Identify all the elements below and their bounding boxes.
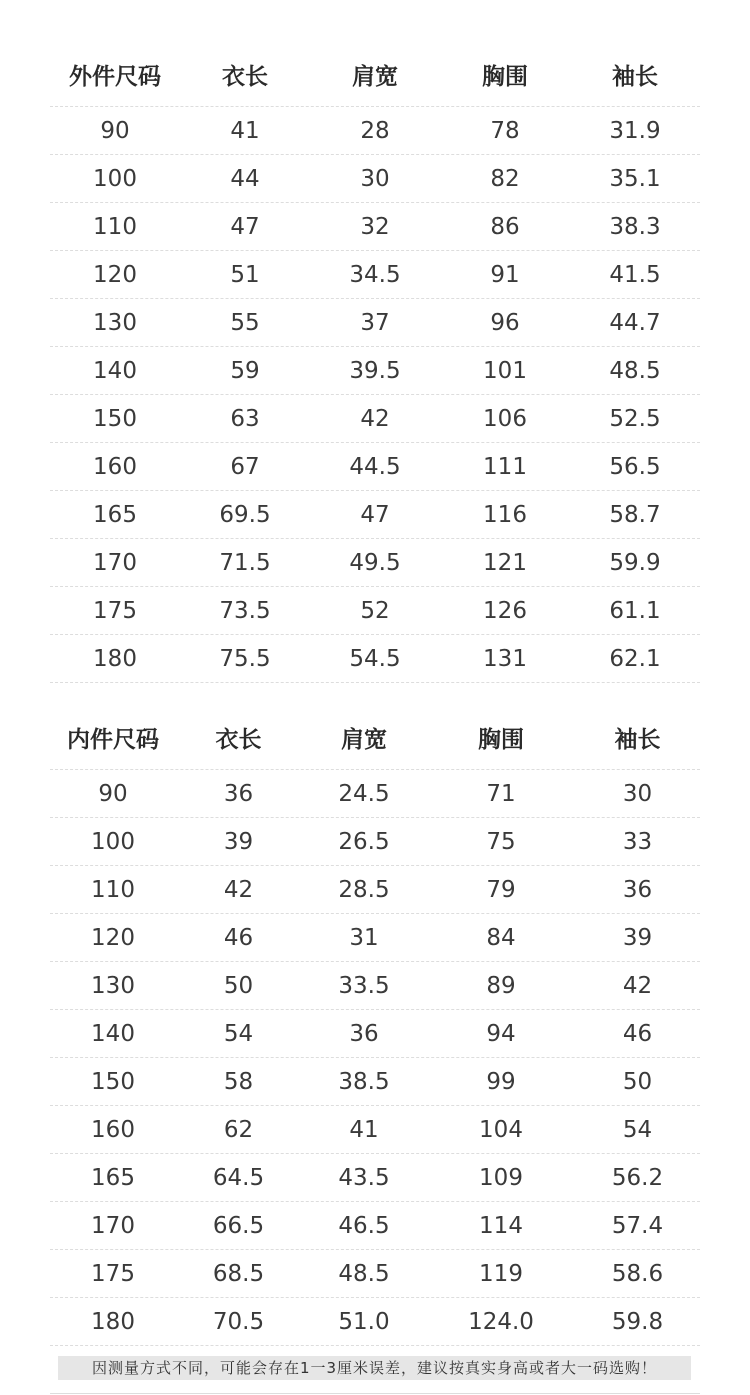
table-cell: 69.5 [219, 501, 271, 528]
table-row [50, 155, 700, 203]
table-cell: 43.5 [338, 1164, 390, 1191]
table-row [50, 299, 700, 347]
table-cell: 67 [230, 453, 260, 480]
table-cell: 56.2 [611, 1164, 664, 1191]
table-cell: 180 [91, 1308, 135, 1335]
outer-table-body [50, 107, 700, 683]
table-cell: 61.1 [609, 597, 661, 624]
table-cell: 59.8 [611, 1308, 664, 1335]
table-cell: 150 [93, 405, 137, 432]
table-row [50, 1106, 700, 1154]
table-cell: 46 [622, 1020, 653, 1047]
table-row [50, 347, 700, 395]
inner-table-header-row [50, 705, 700, 770]
table-cell: 62 [223, 1116, 254, 1143]
table-cell: 34.5 [349, 261, 401, 288]
table-cell: 75 [486, 828, 516, 855]
table-cell: 59 [230, 357, 260, 384]
table-row [50, 818, 700, 866]
table-row [50, 107, 700, 155]
table-cell: 39.5 [349, 357, 401, 384]
table-cell: 96 [490, 309, 520, 336]
table-cell: 58 [223, 1068, 254, 1095]
table-cell: 37 [360, 309, 390, 336]
outer-table-header-row [50, 42, 700, 107]
table-cell: 36 [349, 1020, 379, 1047]
table-cell: 32 [360, 213, 390, 240]
table-cell: 66.5 [212, 1212, 265, 1239]
table-cell: 47 [360, 501, 390, 528]
table-row [50, 491, 700, 539]
header-shoulder: 肩宽 [341, 726, 387, 753]
table-cell: 44.7 [609, 309, 661, 336]
table-row [50, 1250, 700, 1298]
table-cell: 41 [230, 117, 260, 144]
table-cell: 114 [479, 1212, 523, 1239]
table-cell: 52.5 [609, 405, 661, 432]
table-cell: 175 [91, 1260, 135, 1287]
table-cell: 121 [483, 549, 527, 576]
table-cell: 170 [93, 549, 137, 576]
table-cell: 41 [349, 1116, 379, 1143]
table-cell: 50 [622, 1068, 653, 1095]
table-cell: 38.5 [338, 1068, 390, 1095]
table-cell: 89 [486, 972, 516, 999]
table-cell: 119 [479, 1260, 523, 1287]
table-cell: 140 [93, 357, 137, 384]
table-cell: 68.5 [212, 1260, 265, 1287]
header-chest: 胸围 [478, 726, 524, 753]
table-row [50, 1202, 700, 1250]
table-cell: 131 [483, 645, 527, 672]
table-row [50, 203, 700, 251]
table-cell: 130 [91, 972, 135, 999]
table-cell: 91 [490, 261, 520, 288]
table-cell: 170 [91, 1212, 135, 1239]
table-cell: 90 [100, 117, 130, 144]
outer-size-table [50, 42, 700, 683]
header-sleeve: 袖长 [614, 726, 661, 753]
table-row [50, 1154, 700, 1202]
table-cell: 28 [360, 117, 390, 144]
table-cell: 175 [93, 597, 137, 624]
table-cell: 42 [223, 876, 254, 903]
table-row [50, 770, 700, 818]
header-length: 衣长 [215, 726, 262, 753]
table-row [50, 914, 700, 962]
table-cell: 82 [490, 165, 520, 192]
table-row [50, 866, 700, 914]
header-size: 外件尺码 [69, 63, 161, 90]
table-cell: 42 [622, 972, 653, 999]
table-cell: 54 [223, 1020, 254, 1047]
table-cell: 24.5 [338, 780, 390, 807]
header-size: 内件尺码 [67, 726, 159, 753]
table-cell: 33 [622, 828, 653, 855]
table-row [50, 539, 700, 587]
table-row [50, 962, 700, 1010]
table-cell: 100 [93, 165, 137, 192]
inner-size-table [50, 705, 700, 1346]
table-cell: 71 [486, 780, 516, 807]
table-cell: 39 [223, 828, 254, 855]
table-cell: 104 [479, 1116, 523, 1143]
table-cell: 36 [622, 876, 653, 903]
table-cell: 90 [98, 780, 128, 807]
table-cell: 64.5 [212, 1164, 265, 1191]
table-cell: 106 [483, 405, 527, 432]
table-cell: 180 [93, 645, 137, 672]
divider [50, 1393, 700, 1394]
table-cell: 78 [490, 117, 520, 144]
table-cell: 109 [479, 1164, 523, 1191]
table-cell: 110 [91, 876, 135, 903]
table-cell: 126 [483, 597, 527, 624]
table-row [50, 587, 700, 635]
table-row [50, 395, 700, 443]
table-cell: 47 [230, 213, 260, 240]
table-row [50, 1058, 700, 1106]
table-cell: 59.9 [609, 549, 661, 576]
table-cell: 116 [483, 501, 527, 528]
table-cell: 48.5 [338, 1260, 390, 1287]
table-cell: 35.1 [609, 165, 661, 192]
table-cell: 42 [360, 405, 390, 432]
table-cell: 79 [486, 876, 516, 903]
table-cell: 120 [91, 924, 135, 951]
table-cell: 38.3 [609, 213, 661, 240]
table-cell: 49.5 [349, 549, 401, 576]
table-cell: 39 [622, 924, 653, 951]
header-shoulder: 肩宽 [352, 63, 398, 90]
table-cell: 58.6 [611, 1260, 664, 1287]
table-cell: 71.5 [219, 549, 271, 576]
table-row [50, 1298, 700, 1346]
table-cell: 55 [230, 309, 260, 336]
table-cell: 140 [91, 1020, 135, 1047]
table-cell: 73.5 [219, 597, 271, 624]
table-cell: 165 [93, 501, 137, 528]
table-cell: 54.5 [349, 645, 401, 672]
header-length: 衣长 [222, 63, 268, 90]
table-cell: 48.5 [609, 357, 661, 384]
table-cell: 30 [622, 780, 653, 807]
table-cell: 41.5 [609, 261, 661, 288]
table-cell: 31.9 [609, 117, 661, 144]
table-cell: 51 [230, 261, 260, 288]
table-cell: 46 [223, 924, 254, 951]
table-cell: 54 [622, 1116, 653, 1143]
table-cell: 120 [93, 261, 137, 288]
table-cell: 84 [486, 924, 516, 951]
table-cell: 56.5 [609, 453, 661, 480]
table-cell: 57.4 [611, 1212, 664, 1239]
measurement-note: 因测量方式不同，可能会存在1一3厘米误差，建议按真实身高或者大一码选购！ [58, 1356, 691, 1380]
inner-table-body [50, 770, 700, 1346]
table-cell: 62.1 [609, 645, 661, 672]
table-cell: 124.0 [468, 1308, 534, 1335]
table-cell: 86 [490, 213, 520, 240]
table-cell: 99 [486, 1068, 516, 1095]
table-cell: 130 [93, 309, 137, 336]
table-row [50, 251, 700, 299]
table-cell: 75.5 [219, 645, 271, 672]
table-row [50, 635, 700, 683]
table-cell: 30 [360, 165, 390, 192]
table-cell: 26.5 [338, 828, 390, 855]
table-cell: 94 [486, 1020, 516, 1047]
table-cell: 150 [91, 1068, 135, 1095]
table-cell: 31 [349, 924, 379, 951]
table-cell: 50 [223, 972, 254, 999]
table-cell: 28.5 [338, 876, 390, 903]
header-sleeve: 袖长 [612, 63, 658, 90]
table-cell: 100 [91, 828, 135, 855]
table-cell: 51.0 [338, 1308, 390, 1335]
table-cell: 165 [91, 1164, 135, 1191]
table-cell: 33.5 [338, 972, 390, 999]
table-cell: 101 [483, 357, 527, 384]
table-cell: 44 [230, 165, 260, 192]
table-row [50, 1010, 700, 1058]
table-cell: 44.5 [349, 453, 401, 480]
header-chest: 胸围 [482, 63, 528, 90]
table-cell: 160 [93, 453, 137, 480]
table-cell: 70.5 [212, 1308, 265, 1335]
table-cell: 110 [93, 213, 137, 240]
table-cell: 111 [483, 453, 527, 480]
table-cell: 36 [223, 780, 254, 807]
table-cell: 160 [91, 1116, 135, 1143]
table-row [50, 443, 700, 491]
table-cell: 63 [230, 405, 260, 432]
table-cell: 58.7 [609, 501, 661, 528]
table-cell: 52 [360, 597, 390, 624]
table-cell: 46.5 [338, 1212, 390, 1239]
